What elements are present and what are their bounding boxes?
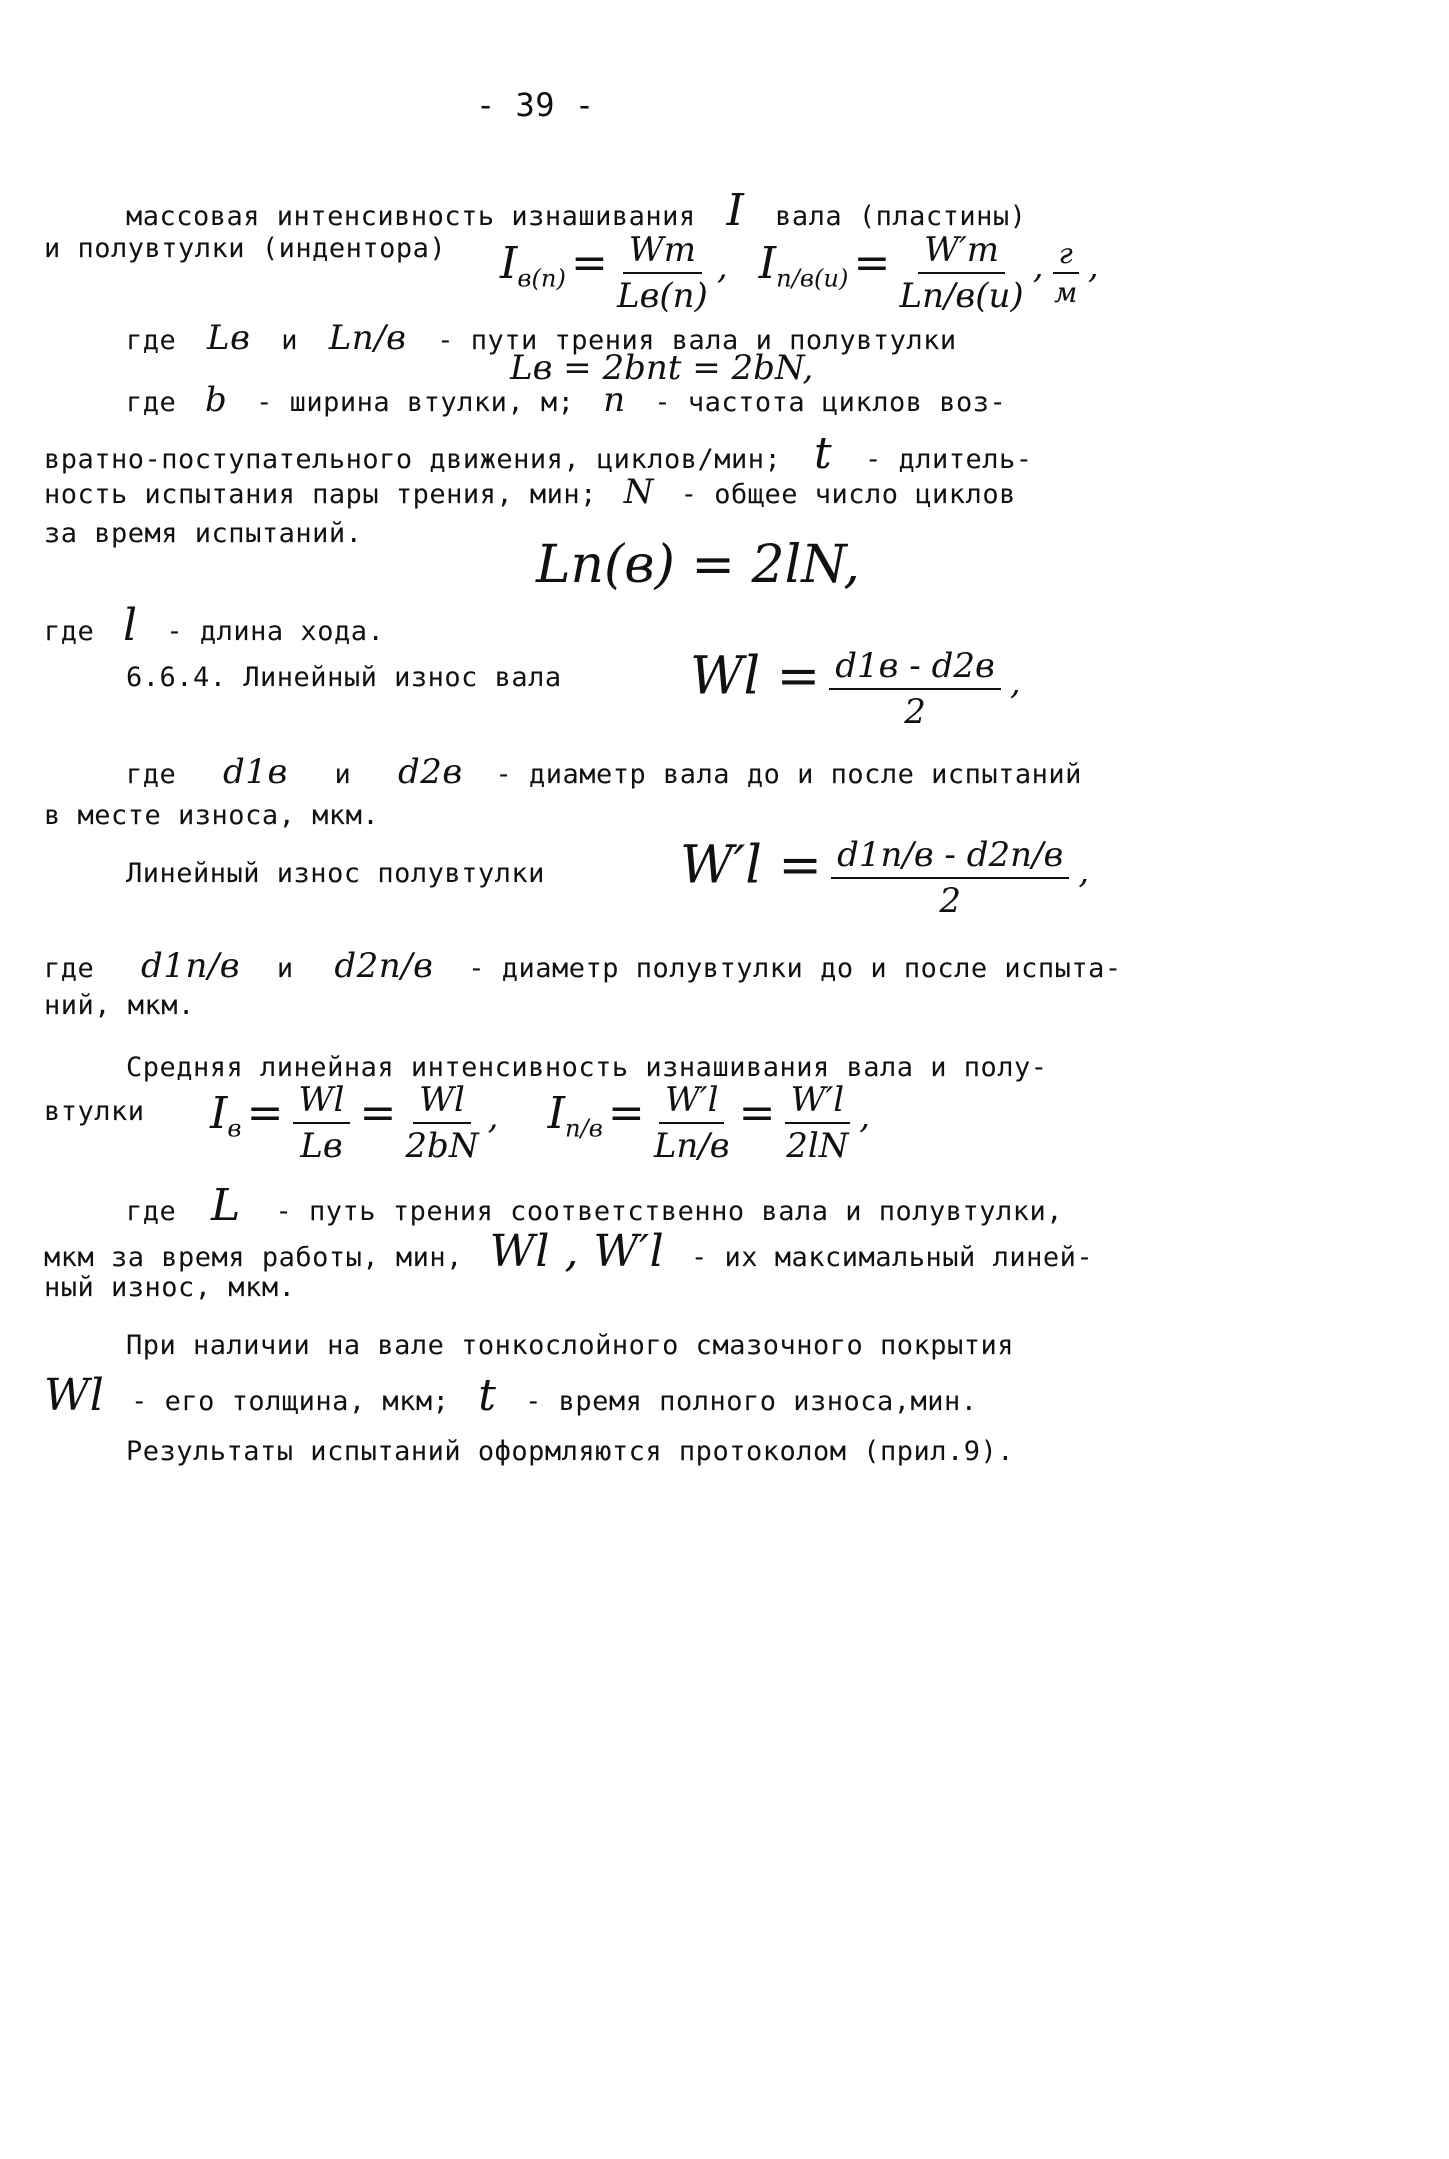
text-line-24: Результаты испытаний оформляются протоколом (прил.9). <box>126 1436 1015 1467</box>
text-line-12: где d1в и d2в - диаметр вала до и после испытаний <box>126 752 1082 792</box>
fraction: $\frac{Wl}{2bN}$ <box>405 1080 479 1166</box>
symbol-L: L <box>211 1180 241 1231</box>
text-line-2: и полувтулки (индентора) <box>44 233 447 264</box>
text-line-3: где Lв и Lп/в - пути трения вала и полувтулки <box>126 318 957 358</box>
symbol-d2v: d2в <box>398 752 463 792</box>
symbol-t: t <box>814 428 833 479</box>
symbol-t: t <box>478 1370 497 1421</box>
formula-mass-intensity: $I_{в(п)}$ = $\frac{Wm}{Lв(п)}$ , $I_{п/в(и)}$ = $\frac{W'm}{Lп/в(и)}$ , $\frac{г}{м}$ , <box>500 230 1099 316</box>
formula-lhs: $I_{в(п)}$ <box>500 237 566 292</box>
symbol-I: I <box>726 185 745 236</box>
fraction: $\frac{Wm}{Lв(п)}$ <box>616 230 708 316</box>
fraction: $\frac{d1в - d2в}{2}$ <box>829 646 1000 732</box>
text: вала (пластины) <box>775 201 1027 232</box>
text: массовая интенсивность изнашивания <box>126 201 696 232</box>
symbol-d2pv: d2п/в <box>334 946 434 986</box>
formula-mean-linear-intensity: $I_в$ = $\frac{Wl}{Lв}$ = $\frac{Wl}{2bN}$ , $I_{п/в}$ = $\frac{W'l}{Lп/в}$ = $\frac{W'l}{2lN}$ , <box>210 1080 871 1166</box>
formula-stroke-path: Lп(в) = 2lN, <box>536 535 860 595</box>
fraction: $\frac{W'l}{Lп/в}$ <box>653 1080 730 1166</box>
symbol-d1pv: d1п/в <box>141 946 241 986</box>
text-line-16: ний, мкм. <box>44 990 195 1021</box>
symbol-Wl: Wl , W′l <box>489 1226 665 1277</box>
symbol-N: N <box>623 472 654 512</box>
text-line-20: мкм за время работы, мин, Wl , W′l - их максимальный линей- <box>44 1226 1094 1277</box>
text-line-1 <box>126 185 1026 236</box>
text-line-18: втулки <box>44 1096 145 1127</box>
symbol-n: n <box>603 380 626 420</box>
text-line-22: При наличии на вале тонкослойного смазочного покрытия <box>126 1330 1015 1361</box>
text-line-15: где d1п/в и d2п/в - диаметр полувтулки до и после испыта- <box>44 946 1122 986</box>
page-number: - 39 - <box>476 86 595 124</box>
formula-path-length: Lв = 2bnt = 2bN, <box>510 348 814 388</box>
fraction: $\frac{W'm}{Lп/в(и)}$ <box>899 230 1024 316</box>
symbol-Lv: Lв <box>207 318 251 358</box>
text-line-6: вратно-поступательного движения, циклов/мин; t - длитель- <box>44 428 1033 479</box>
text-line-7: ность испытания пары трения, мин; N - общее число циклов <box>44 472 1016 512</box>
symbol-d1v: d1в <box>223 752 288 792</box>
unit-fraction: $\frac{г}{м}$ <box>1054 237 1078 309</box>
symbol-Wl: Wl <box>44 1370 105 1421</box>
symbol-Lpv: Lп/в <box>328 318 407 358</box>
fraction: $\frac{d1п/в - d2п/в}{2}$ <box>831 835 1069 921</box>
text-line-8: за время испытаний. <box>44 518 363 549</box>
symbol-l: l <box>123 600 138 651</box>
formula-linear-wear-bushing: W′l = $\frac{d1п/в - d2п/в}{2}$ , <box>680 835 1090 921</box>
text-line-13: в месте износа, мкм. <box>44 800 380 831</box>
text-line-21: ный износ, мкм. <box>44 1272 296 1303</box>
symbol-b: b <box>205 380 228 420</box>
formula-lhs: $I_{п/в(и)}$ <box>758 237 849 292</box>
text-line-10: где l - длина хода. <box>44 600 385 651</box>
text-line-14: Линейный износ полувтулки <box>126 858 545 889</box>
section-heading-6-6-4: 6.6.4. Линейный износ вала <box>126 662 562 693</box>
text-line-5: где b - ширина втулки, м; n - частота циклов воз- <box>126 380 1007 420</box>
text-line-17: Средняя линейная интенсивность изнашивания вала и полу- <box>126 1052 1048 1083</box>
text-line-19: где L - путь трения соответственно вала и полувтулки, <box>126 1180 1064 1231</box>
formula-linear-wear-shaft: Wl = $\frac{d1в - d2в}{2}$ , <box>690 646 1021 732</box>
fraction: $\frac{W'l}{2lN}$ <box>786 1080 849 1166</box>
fraction: $\frac{Wl}{Lв}$ <box>293 1080 351 1166</box>
text-line-23: Wl - его толщина, мкм; t - время полного износа,мин. <box>44 1370 978 1421</box>
